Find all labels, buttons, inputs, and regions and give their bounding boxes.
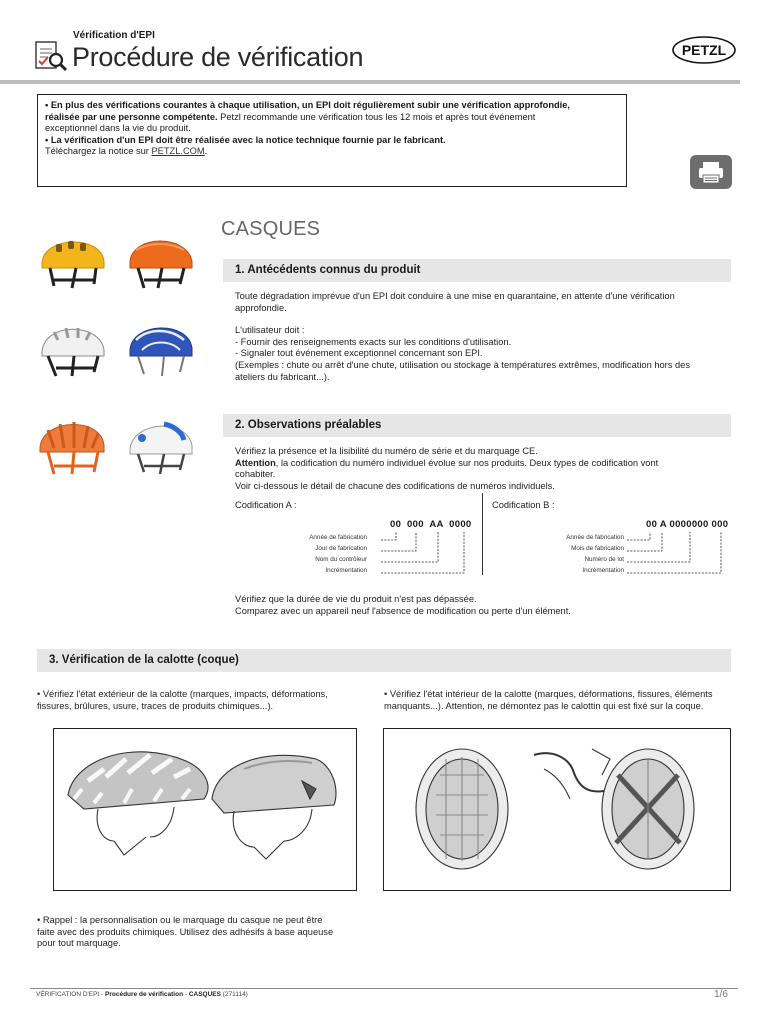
s3-right-line: manquants...). Attention, ne démontez pas le calottin qui est fixé sur la coque.: [384, 700, 704, 711]
section-2-footer: [235, 594, 725, 617]
section-3-right-text: [384, 689, 734, 712]
helmet-yellow-image: [36, 222, 108, 290]
page-number: 1/6: [714, 989, 728, 1000]
s3-note-line: • Rappel : la personnalisation ou le marquage du casque ne peut être: [37, 915, 323, 925]
s2-paragraph: Comparez avec un appareil neuf l'absence de modification ou perte d'un élément.: [235, 605, 571, 616]
document-category: Vérification d'EPI: [73, 30, 155, 41]
notice-line-2-bold: réalisée par une personne compétente.: [45, 111, 218, 122]
notice-line-1: • En plus des vérifications courantes à chaque utilisation, un EPI doit régulièrement subir une vérification approfondie,: [45, 100, 571, 110]
s2-paragraph: Vérifiez la présence et la lisibilité du numéro de série et du marquage CE.: [235, 446, 538, 456]
s2-paragraph: , la codification du numéro individuel évolue sur nos produits. Deux types de codification vont: [275, 457, 659, 468]
notice-line-4: • La vérification d'un EPI doit être réalisée avec la notice technique fournie par le fabricant.: [45, 134, 446, 145]
notice-line-3: exceptionnel dans la vie du produit.: [45, 123, 191, 133]
s3-note-line: faite avec des produits chimiques. Utilisez des adhésifs à base aqueuse: [37, 926, 334, 937]
helmet-white-image: [36, 310, 108, 378]
section-1-header: 1. Antécédents connus du produit: [223, 259, 731, 282]
print-button[interactable]: [690, 155, 732, 189]
s2-attention: Attention: [235, 457, 276, 468]
section-3-note: [37, 915, 377, 950]
codification-b-code: 00 A 0000000 000: [646, 519, 729, 530]
s1-paragraph: - Fournir des renseignements exacts sur les conditions d'utilisation.: [235, 336, 512, 347]
codification-a-code: 00 000 AA 0000: [390, 519, 472, 530]
s2-paragraph: cohabiter.: [235, 469, 276, 480]
printer-icon: [690, 155, 732, 189]
helmet-blue-image: [124, 310, 196, 378]
notice-line-5-end: .: [204, 146, 208, 156]
s1-paragraph: L'utilisateur doit :: [235, 325, 305, 336]
section-2-header: 2. Observations préalables: [223, 414, 731, 437]
s1-paragraph: Toute dégradation imprévue d'un EPI doit conduire à une mise en quarantaine, en attente d'une vérification: [235, 291, 675, 301]
section-3-header: 3. Vérification de la calotte (coque): [37, 649, 731, 672]
section-1-body: [235, 291, 725, 383]
petzl-link[interactable]: PETZL.COM: [151, 146, 205, 156]
codif-b-row: Année de fabrication: [566, 534, 624, 541]
codif-a-row: Nom du contrôleur: [315, 556, 367, 563]
helmet-orange-image: [124, 222, 196, 290]
s3-note-line: pour tout marquage.: [37, 938, 121, 949]
s1-paragraph: approfondie.: [235, 302, 287, 313]
product-category-heading: CASQUES: [221, 218, 321, 240]
s2-paragraph: Voir ci-dessous le détail de chacune des codifications de numéros individuels.: [235, 480, 555, 491]
petzl-logo: [672, 35, 736, 65]
codif-a-row: Année de fabrication: [309, 534, 367, 541]
interior-helmet-figure: [383, 728, 731, 891]
section-2-body: [235, 446, 725, 492]
notice-line-5: Téléchargez la notice sur: [45, 146, 152, 156]
helmet-interior-drawing: [384, 729, 730, 890]
s3-left-line: fissures, brûlures, usure, traces de produits chimiques...).: [37, 700, 274, 711]
footer-category: CASQUES: [188, 991, 221, 998]
s1-paragraph: (Exemples : chute ou arrêt d'une chute, utilisation ou stockage à températures extrêmes, modification hors des: [235, 359, 690, 370]
codif-b-row: Incrémentation: [582, 567, 624, 574]
helmet-exterior-drawing: [54, 729, 356, 890]
codification-b-label: Codification B :: [492, 500, 555, 510]
codification-divider: [482, 493, 483, 575]
codif-a-row: Jour de fabrication: [315, 545, 367, 552]
footer-separator: -: [183, 991, 189, 998]
helmet-white-blue-image: [124, 408, 196, 476]
codification-a-connectors: [380, 531, 470, 577]
s1-paragraph: ateliers du fabricant...).: [235, 371, 330, 382]
footer-title: Procédure de vérification: [105, 991, 184, 998]
codif-b-row: Numéro de lot: [584, 556, 624, 563]
s2-paragraph: Vérifiez que la durée de vie du produit n'est pas dépassée.: [235, 594, 477, 604]
notice-box: [37, 94, 627, 187]
helmet-orange-vented-image: [36, 408, 108, 476]
header-divider: [0, 80, 740, 84]
codification-a-label: Codification A :: [235, 500, 297, 510]
notice-line-2: Petzl recommande une vérification tous les 12 mois et après tout événement: [217, 111, 536, 122]
s3-right-line: • Vérifiez l'état intérieur de la calotte (marques, déformations, fissures, éléments: [384, 689, 713, 699]
footer-divider: [30, 988, 738, 989]
s1-paragraph: - Signaler tout événement exceptionnel concernant son EPI.: [235, 348, 483, 359]
s3-left-line: • Vérifiez l'état extérieur de la calotte (marques, impacts, déformations,: [37, 689, 328, 699]
svg-text:PETZL: PETZL: [681, 42, 727, 58]
codification-b-connectors: [626, 531, 726, 577]
section-3-left-text: [37, 689, 367, 712]
codif-a-row: Incrémentation: [325, 567, 367, 574]
footer-prefix: VÉRIFICATION D'EPI -: [36, 991, 106, 998]
inspection-document-icon: [34, 40, 68, 72]
codif-b-row: Mois de fabrication: [571, 545, 624, 552]
footer-reference: [36, 991, 248, 998]
page-title: Procédure de vérification: [72, 42, 364, 72]
exterior-helmet-figure: [53, 728, 357, 891]
footer-code: (271114): [220, 991, 248, 998]
